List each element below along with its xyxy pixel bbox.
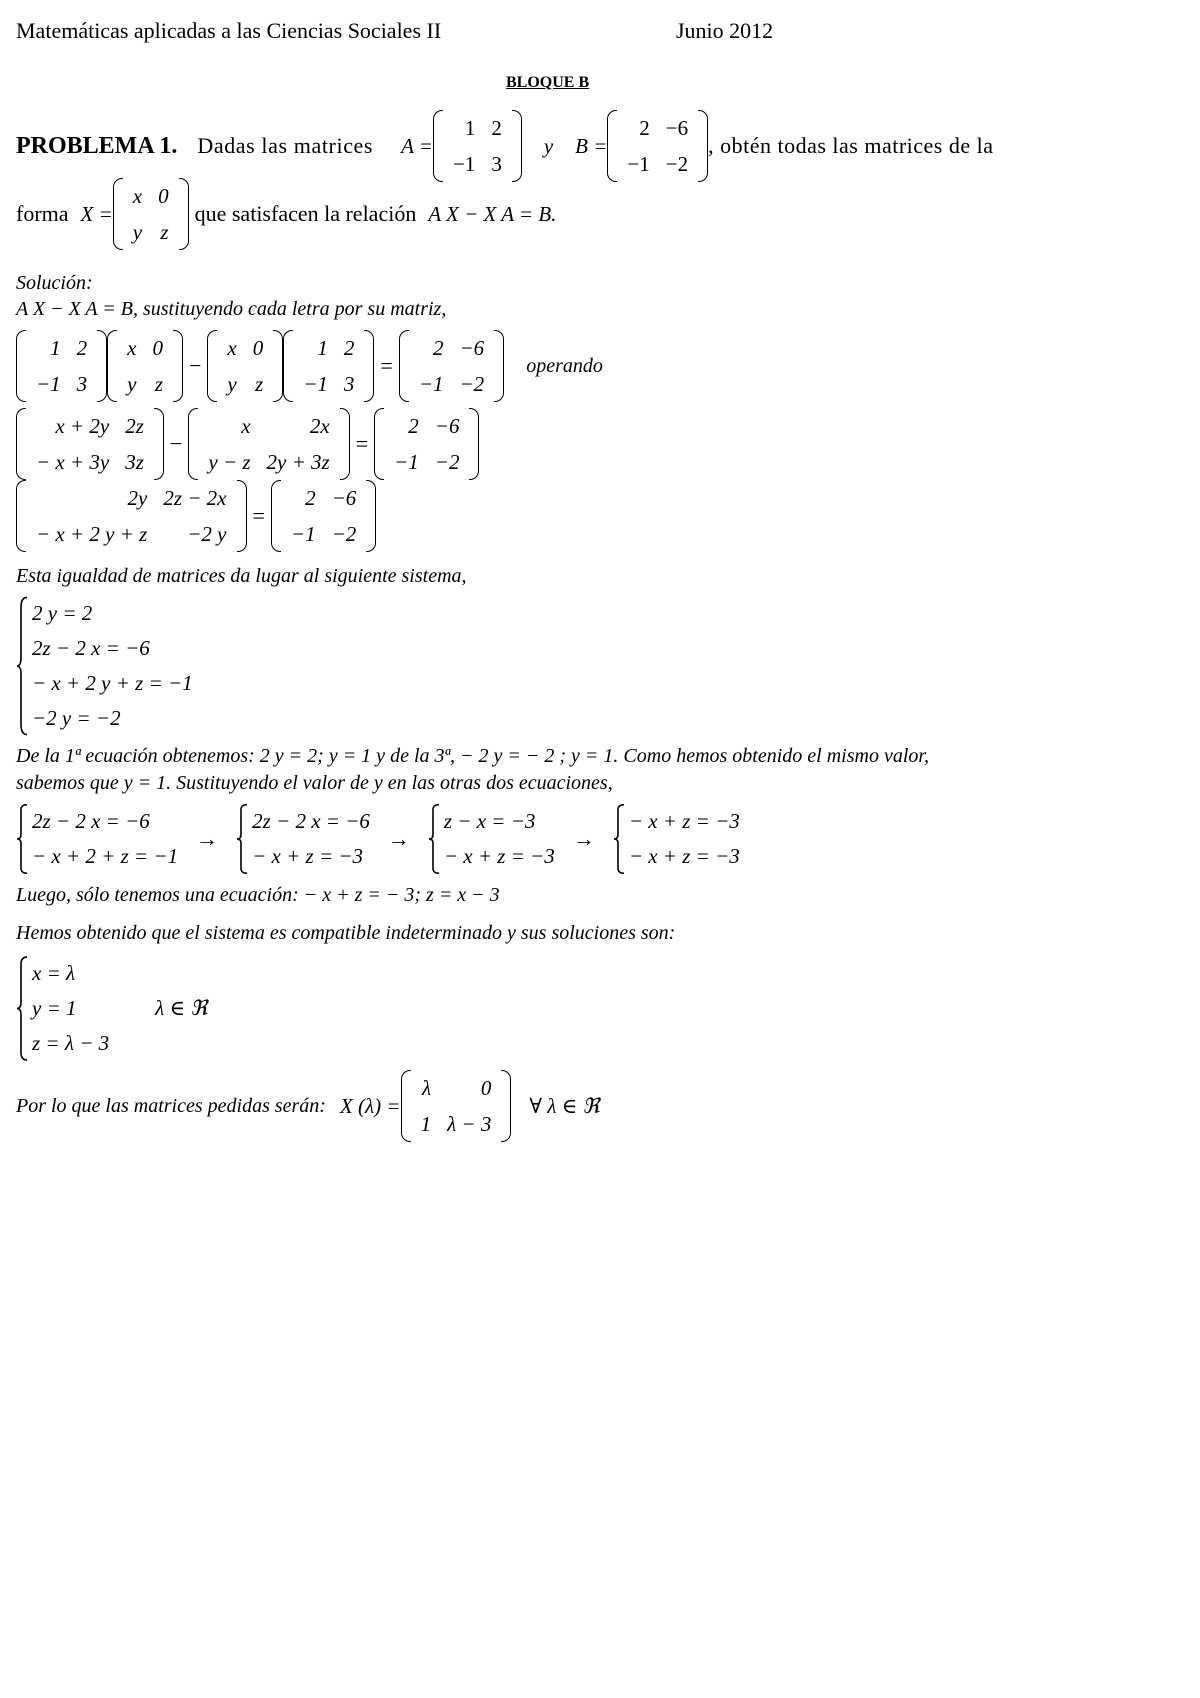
matrix-cell: 1 xyxy=(420,1111,432,1136)
system-equation: −2 y = −2 xyxy=(32,706,121,730)
matrix-cell: 2x xyxy=(309,413,330,438)
matrix-cell: 1 xyxy=(50,335,61,360)
arrow-3: → xyxy=(572,826,595,851)
matrix-x xyxy=(113,178,189,250)
matrix-cell: −2 xyxy=(665,151,689,176)
right-paren xyxy=(366,480,376,552)
matrix-cell: −1 xyxy=(452,151,476,176)
matrix-cell: 3 xyxy=(343,371,355,396)
left-paren xyxy=(271,480,281,552)
step-3-matrix-rhs xyxy=(271,480,376,552)
matrix-cell: 0 xyxy=(252,335,264,360)
system-equation: − x + 2 + z = −1 xyxy=(32,844,179,868)
system-equation: − x + z = −3 xyxy=(628,844,740,868)
left-brace xyxy=(428,804,440,874)
system-equation: 2 y = 2 xyxy=(32,601,93,625)
matrix-cell: − x + 3y xyxy=(36,449,110,474)
system-intro: Esta igualdad de matrices da lugar al siguiente sistema, xyxy=(16,565,467,587)
left-paren xyxy=(401,1070,411,1142)
step-1-matrix-a2 xyxy=(283,330,374,402)
matrix-cell: 2 xyxy=(343,335,355,360)
system-equation: z = λ − 3 xyxy=(32,1031,110,1055)
matrix-cell: −6 xyxy=(434,413,460,438)
matrix-cell: −1 xyxy=(303,371,328,396)
system-equation: − x + z = −3 xyxy=(443,844,555,868)
problem-text-forma: forma xyxy=(16,201,69,226)
matrix-cell: 2 xyxy=(76,335,88,360)
problem-label: PROBLEMA 1. xyxy=(16,132,178,159)
matrix-cell: −1 xyxy=(394,449,419,474)
matrix-b-name: B = xyxy=(575,133,608,158)
matrix-cell: z xyxy=(255,371,264,396)
left-paren xyxy=(374,408,384,480)
matrix-cell: y xyxy=(227,371,237,396)
matrix-cell: 0 xyxy=(480,1075,492,1100)
conjunction: y xyxy=(543,133,554,158)
final-text: Por lo que las matrices pedidas serán: xyxy=(16,1094,326,1117)
final-matrix xyxy=(401,1070,512,1142)
left-paren xyxy=(283,330,293,402)
system-equation: 2z − 2 x = −6 xyxy=(32,636,150,660)
matrix-cell: 3 xyxy=(76,371,88,396)
parameter-domain: λ ∈ ℜ xyxy=(155,996,208,1020)
relation-equation: A X − X A = B. xyxy=(428,201,557,226)
step-2-matrix-left xyxy=(16,408,164,480)
step-3-equation: 2y 2z − 2x − x + 2 y + z −2 y = 2 −6 −1 −2 xyxy=(16,482,376,550)
reduced-system-4 xyxy=(613,804,740,874)
matrix-cell: y xyxy=(127,371,137,396)
document-date: Junio 2012 xyxy=(676,18,774,43)
matrix-cell: −1 xyxy=(627,151,650,176)
matrix-cell: 2 xyxy=(491,115,502,140)
reduced-system-2 xyxy=(236,804,370,874)
matrix-cell: x xyxy=(227,335,237,360)
left-paren xyxy=(607,110,617,182)
problem-statement-line-1 xyxy=(16,112,994,180)
right-paren xyxy=(494,330,504,402)
matrix-cell: 0 xyxy=(152,335,163,360)
step-1-matrix-x2 xyxy=(207,330,283,402)
right-paren xyxy=(698,110,708,182)
left-paren xyxy=(188,408,198,480)
left-paren xyxy=(113,178,123,250)
matrix-cell: −1 xyxy=(36,371,61,396)
matrix-cell: 2 xyxy=(433,335,444,360)
matrix-cell: 2z xyxy=(125,413,144,438)
matrix-x-name: X = xyxy=(80,201,113,226)
left-paren xyxy=(16,480,26,552)
matrix-cell: −2 xyxy=(434,449,460,474)
matrix-cell: 2y + 3z xyxy=(266,449,330,474)
matrix-cell: −2 y xyxy=(187,521,227,546)
matrix-cell: −1 xyxy=(290,521,316,546)
problem-text-relation: que satisfacen la relación xyxy=(194,201,417,226)
left-paren xyxy=(433,110,443,182)
right-paren xyxy=(364,330,374,402)
step-1-matrix-a xyxy=(16,330,107,402)
matrix-cell: λ xyxy=(421,1075,432,1100)
right-paren xyxy=(179,178,189,250)
parametric-system xyxy=(16,956,109,1061)
single-equation: Luego, sólo tenemos una ecuación: − x + z = − 3; z = x − 3 xyxy=(16,884,500,906)
left-paren xyxy=(107,330,117,402)
problem-statement-line-2 xyxy=(16,180,556,248)
arrow-2: → xyxy=(387,826,410,851)
right-paren xyxy=(173,330,183,402)
system-equation: − x + 2 y + z = −1 xyxy=(32,671,193,695)
matrix-cell: −6 xyxy=(665,115,689,140)
reduced-system-3 xyxy=(428,804,555,874)
matrix-cell: x xyxy=(127,335,137,360)
system-equation: 2z − 2 x = −6 xyxy=(32,809,150,833)
step-1-equation: 1 2 −1 3 x 0 y z − x 0 y z 1 2 −1 3 = 2 −6 −1 −2 operando xyxy=(16,332,603,400)
step-2-matrix-right xyxy=(188,408,349,480)
left-brace xyxy=(613,804,625,874)
matrix-cell: − x + 2 y + z xyxy=(36,521,148,546)
matrix-cell: 2y xyxy=(127,485,148,510)
matrix-a xyxy=(433,110,522,182)
problem-text: Dadas las matrices xyxy=(197,133,374,158)
left-paren xyxy=(16,408,26,480)
matrix-cell: −2 xyxy=(459,371,485,396)
reduced-system-1 xyxy=(16,804,178,874)
right-paren xyxy=(469,408,479,480)
compatibility-statement: Hemos obtenido que el sistema es compatible indeterminado y sus soluciones son: xyxy=(16,922,676,944)
matrix-cell: 1 xyxy=(464,115,476,140)
matrix-cell: 2 xyxy=(639,115,650,140)
matrix-cell: 2 xyxy=(305,485,316,510)
matrix-cell: 1 xyxy=(317,335,328,360)
reduction-chain xyxy=(16,804,740,874)
final-answer xyxy=(16,1072,600,1140)
matrix-cell: x xyxy=(241,413,251,438)
right-paren xyxy=(501,1070,511,1142)
matrix-cell: x + 2y xyxy=(55,413,110,438)
matrix-b xyxy=(607,110,708,182)
right-paren xyxy=(154,408,164,480)
system-equation: − x + z = −3 xyxy=(252,844,364,868)
final-matrix-name: X (λ) = xyxy=(339,1093,401,1118)
matrix-a-name: A = xyxy=(401,133,433,158)
left-paren xyxy=(207,330,217,402)
matrix-cell: −6 xyxy=(331,485,357,510)
right-paren xyxy=(237,480,247,552)
final-domain: ∀ λ ∈ ℜ xyxy=(529,1093,600,1118)
matrix-cell: 2 xyxy=(408,413,419,438)
left-brace xyxy=(16,956,28,1061)
matrix-cell: λ − 3 xyxy=(447,1111,492,1136)
left-paren xyxy=(16,330,26,402)
matrix-cell: −1 xyxy=(418,371,444,396)
document-subject: Matemáticas aplicadas a las Ciencias Sociales II xyxy=(16,18,442,43)
right-paren xyxy=(340,408,350,480)
system-equation: 2z − 2 x = −6 xyxy=(252,809,370,833)
deduction-line-1: De la 1ª ecuación obtenemos: 2 y = 2; y = 1 y de la 3ª, − 2 y = − 2 ; y = 1. Como hemos obtenido el mismo valor, xyxy=(16,745,929,767)
step-2-equation: x + 2y 2z − x + 3y 3z − x 2x y − z 2y + 3z = 2 −6 −1 −2 xyxy=(16,410,479,478)
step-1-note: operando xyxy=(526,354,603,377)
left-brace xyxy=(236,804,248,874)
left-brace xyxy=(16,804,28,874)
system-equation: x = λ xyxy=(32,961,76,985)
right-paren xyxy=(512,110,522,182)
matrix-cell: 0 xyxy=(158,183,169,208)
matrix-cell: −6 xyxy=(459,335,485,360)
left-brace xyxy=(16,596,28,736)
arrow-1: → xyxy=(196,826,219,851)
step-2-matrix-rhs xyxy=(374,408,479,480)
solution-intro: A X − X A = B, sustituyendo cada letra por su matriz, xyxy=(16,298,447,320)
right-paren xyxy=(273,330,283,402)
matrix-cell: 3 xyxy=(491,151,502,176)
matrix-cell: z xyxy=(154,371,163,396)
matrix-cell: z xyxy=(160,219,169,244)
parametric-solution xyxy=(16,956,207,1061)
matrix-cell: y xyxy=(132,219,143,244)
system-equation: z − x = −3 xyxy=(443,809,536,833)
right-paren xyxy=(97,330,107,402)
solution-heading: Solución: xyxy=(16,272,93,294)
matrix-cell: x xyxy=(132,183,143,208)
matrix-cell: −2 xyxy=(331,521,357,546)
problem-text-continued: , obtén todas las matrices de la xyxy=(708,133,994,158)
matrix-cell: 3z xyxy=(125,449,144,474)
matrix-cell: y − z xyxy=(208,449,251,474)
step-1-matrix-x xyxy=(107,330,183,402)
matrix-cell: 2z − 2x xyxy=(163,485,227,510)
left-paren xyxy=(399,330,409,402)
step-1-matrix-rhs xyxy=(399,330,504,402)
section-title: BLOQUE B xyxy=(506,74,590,91)
system-equation: y = 1 xyxy=(32,996,77,1020)
deduction-line-2: sabemos que y = 1. Sustituyendo el valor de y en las otras dos ecuaciones, xyxy=(16,772,613,794)
system-equation: − x + z = −3 xyxy=(628,809,740,833)
step-3-matrix-left xyxy=(16,480,247,552)
equation-system xyxy=(16,596,193,736)
